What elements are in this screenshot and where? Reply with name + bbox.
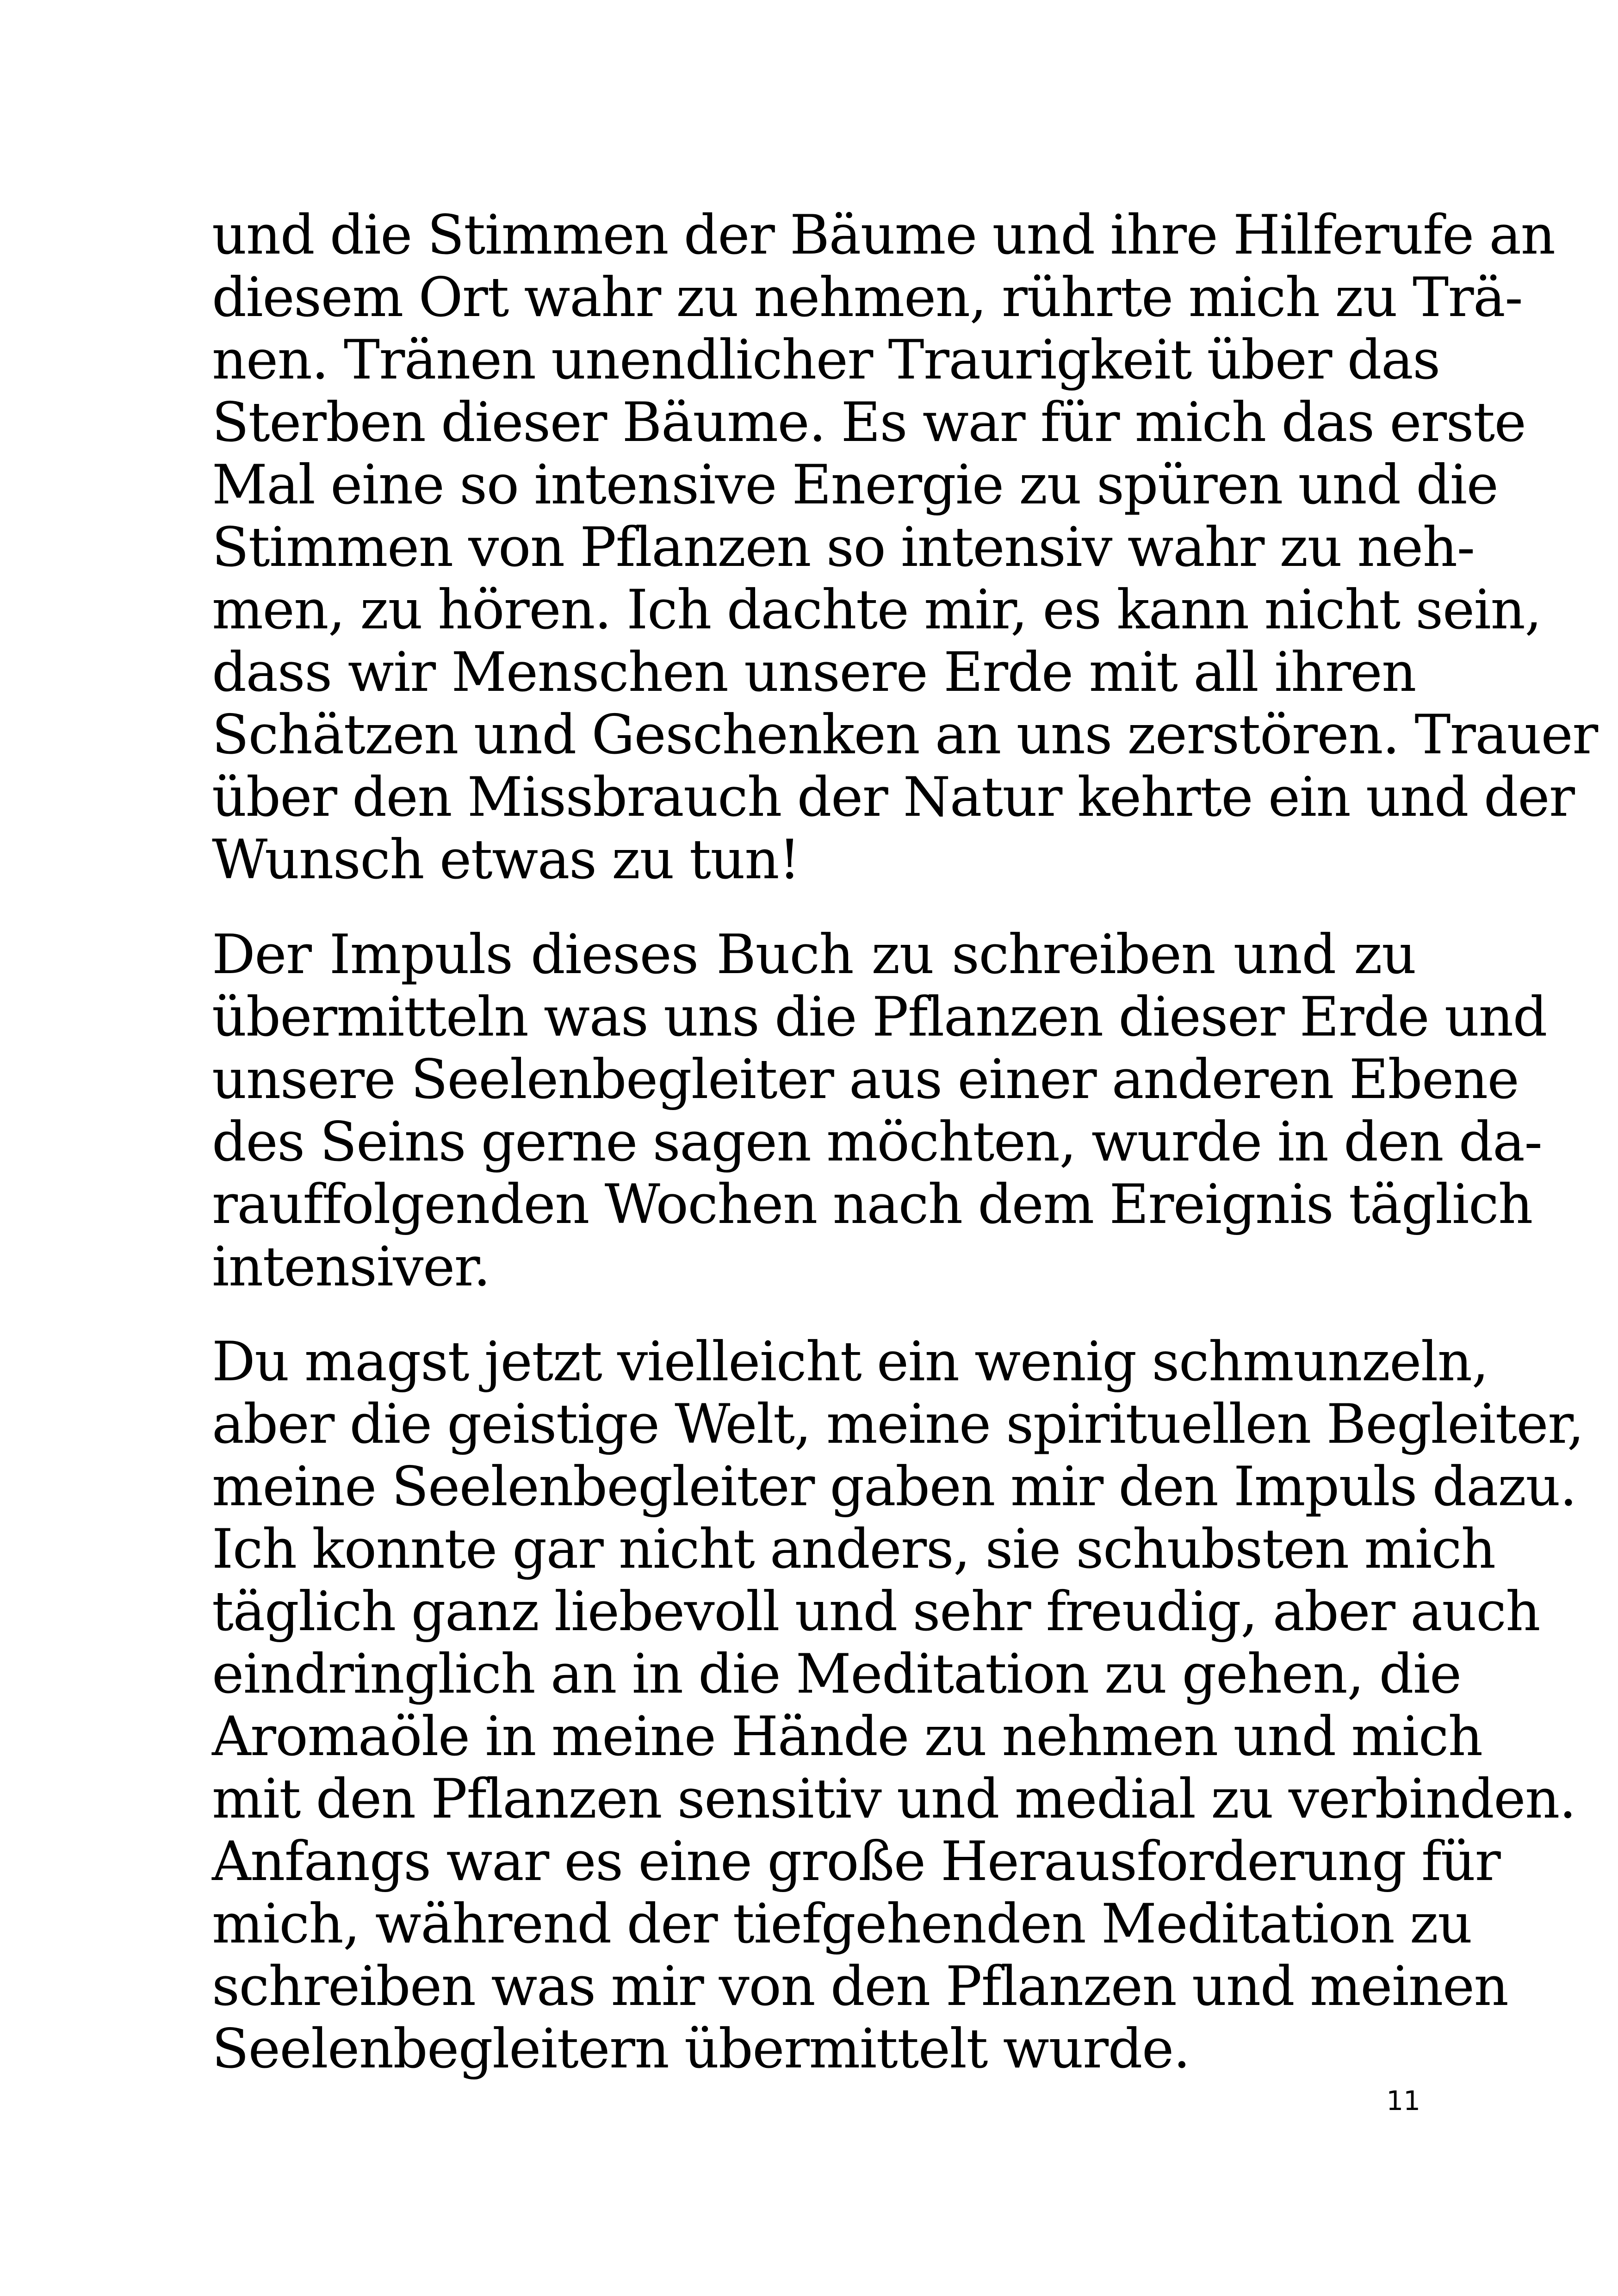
text-line: und die Stimmen der Bäume und ihre Hilferufe an	[212, 203, 1555, 267]
text-line: unsere Seelenbegleiter aus einer anderen Ebene	[212, 1048, 1519, 1111]
text-line: rauffolgenden Wochen nach dem Ereignis täglich	[212, 1173, 1532, 1236]
text-line: intensiver.	[212, 1235, 490, 1298]
body-text	[212, 203, 1598, 2112]
text-line: täglich ganz liebevoll und sehr freudig, aber auch	[212, 1580, 1540, 1643]
text-line: mich, während der tiefgehenden Meditation zu	[212, 1892, 1472, 1955]
text-line: Der Impuls dieses Buch zu schreiben und zu	[212, 923, 1416, 986]
text-line: Aromaöle in meine Hände zu nehmen und mich	[212, 1705, 1482, 1768]
paragraph-1	[212, 203, 1598, 891]
paragraph-2	[212, 923, 1547, 1298]
text-line: meine Seelenbegleiter gaben mir den Impuls dazu.	[212, 1455, 1576, 1518]
text-line: Schätzen und Geschenken an uns zerstören. Trauer	[212, 703, 1598, 766]
text-line: aber die geistige Welt, meine spirituellen Begleiter,	[212, 1392, 1584, 1456]
text-line: Du magst jetzt vielleicht ein wenig schmunzeln,	[212, 1330, 1488, 1393]
text-line: über den Missbrauch der Natur kehrte ein und der	[212, 765, 1575, 829]
text-line: dass wir Menschen unsere Erde mit all ihren	[212, 640, 1416, 704]
page-number: 11	[1386, 2085, 1420, 2116]
text-line: diesem Ort wahr zu nehmen, rührte mich zu Trä-	[212, 266, 1523, 329]
text-line: Ich konnte gar nicht anders, sie schubsten mich	[212, 1517, 1495, 1581]
text-line: schreiben was mir von den Pflanzen und meinen	[212, 1955, 1508, 2018]
text-line: mit den Pflanzen sensitiv und medial zu verbinden.	[212, 1767, 1576, 1831]
text-line: übermitteln was uns die Pflanzen dieser Erde und	[212, 985, 1547, 1049]
text-line: eindringlich an in die Meditation zu gehen, die	[212, 1642, 1461, 1706]
text-line: men, zu hören. Ich dachte mir, es kann nicht sein,	[212, 578, 1542, 641]
text-line: Stimmen von Pflanzen so intensiv wahr zu neh-	[212, 515, 1475, 579]
text-line: Wunsch etwas zu tun!	[212, 828, 800, 891]
paragraph-3	[212, 1330, 1584, 2080]
text-line: Mal eine so intensive Energie zu spüren und die	[212, 453, 1498, 516]
text-line: nen. Tränen unendlicher Traurigkeit über das	[212, 328, 1440, 391]
text-line: des Seins gerne sagen möchten, wurde in den da-	[212, 1110, 1542, 1173]
text-line: Sterben dieser Bäume. Es war für mich das erste	[212, 391, 1526, 454]
text-line: Anfangs war es eine große Herausforderung für	[212, 1830, 1500, 1893]
text-line: Seelenbegleitern übermittelt wurde.	[212, 2017, 1190, 2080]
